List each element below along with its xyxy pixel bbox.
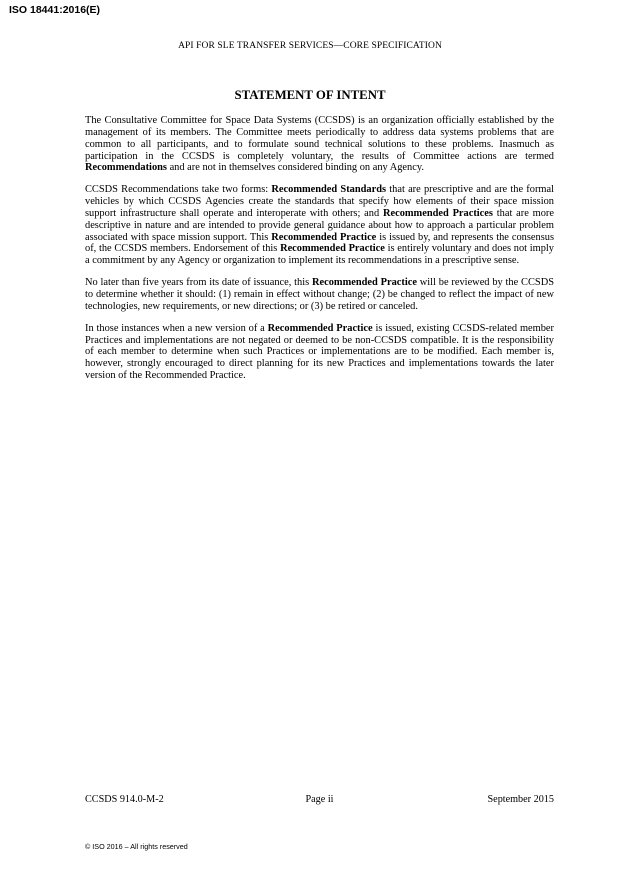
p1-text-1: The Consultative Committee for Space Data Systems (CCSDS) is an organization officially established by the management of its members. The Committee meets periodically to address data systems problems that are common to all participants, and to formulate sound technical solutions to these problems. Inasmuch as participation in the CCSDS is completely voluntary, the results of Committee actions are termed [85,115,554,162]
p1-text-2: and are not in themselves considered binding on any Agency. [166,162,424,174]
p2-text-2: that are prescriptive and are the formal vehicles by which CCSDS Agencies create the standards that specify how elements of their space mission support infrastructure shall operate and interoperate with others; and [85,184,554,219]
p4-bold-1: Recommended Practice [267,322,373,334]
p3-bold-1: Recommended Practice [312,277,417,289]
p2-bold-3: Recommended Practice [271,231,377,243]
paragraph-4 [85,323,554,382]
paragraph-3 [85,277,554,313]
p2-text-1: CCSDS Recommendations take two forms: [85,184,272,196]
p2-bold-2: Recommended Practices [382,207,493,219]
p4-text-2: is issued, existing CCSDS-related member Practices and implementations are not negated or deemed to be non-CCSDS compatible. It is the responsibility of each member to determine when such Practices or implementations are to be modified. Each member is, however, strongly encouraged to direct planning for its new Practices and implementations towards the later version of the Recommended Practice. [85,322,554,382]
iso-document-id: ISO 18441:2016(E) [9,4,101,16]
p3-text-2: will be reviewed by the CCSDS to determine whether it should: (1) remain in effect without change; (2) be changed to reflect the impact of new technologies, new requirements, or new directions; or (3) be retired or canceled. [85,277,554,312]
p2-bold-1: Recommended Standards [271,184,387,196]
running-header: API FOR SLE TRANSFER SERVICES—CORE SPECIFICATION [178,41,442,51]
p2-text-4: is issued by, and represents the consensus of, the CCSDS members. Endorsement of this [85,231,554,255]
paragraph-2 [85,184,554,267]
footer-page-number: Page ii [305,794,334,805]
footer-document-id: CCSDS 914.0-M-2 [85,794,164,805]
p2-text-5: is entirely voluntary and does not imply a commitment by any Agency or organization to implement its recommendations in a prescriptive sense. [85,243,554,267]
footer-date: September 2015 [487,794,554,805]
p2-bold-4: Recommended Practice [280,243,385,255]
p4-text-1: In those instances when a new version of a [85,322,268,334]
copyright-notice: © ISO 2016 – All rights reserved [85,842,188,851]
p3-text-1: No later than five years from its date of issuance, this [85,277,312,289]
body-text [85,115,554,392]
page-title: STATEMENT OF INTENT [234,88,386,102]
paragraph-1 [85,115,554,174]
p2-text-3: that are more descriptive in nature and are intended to provide general guidance about how to approach a particular problem associated with space mission support. This [85,207,554,243]
p1-bold-1: Recommendations [85,162,167,174]
